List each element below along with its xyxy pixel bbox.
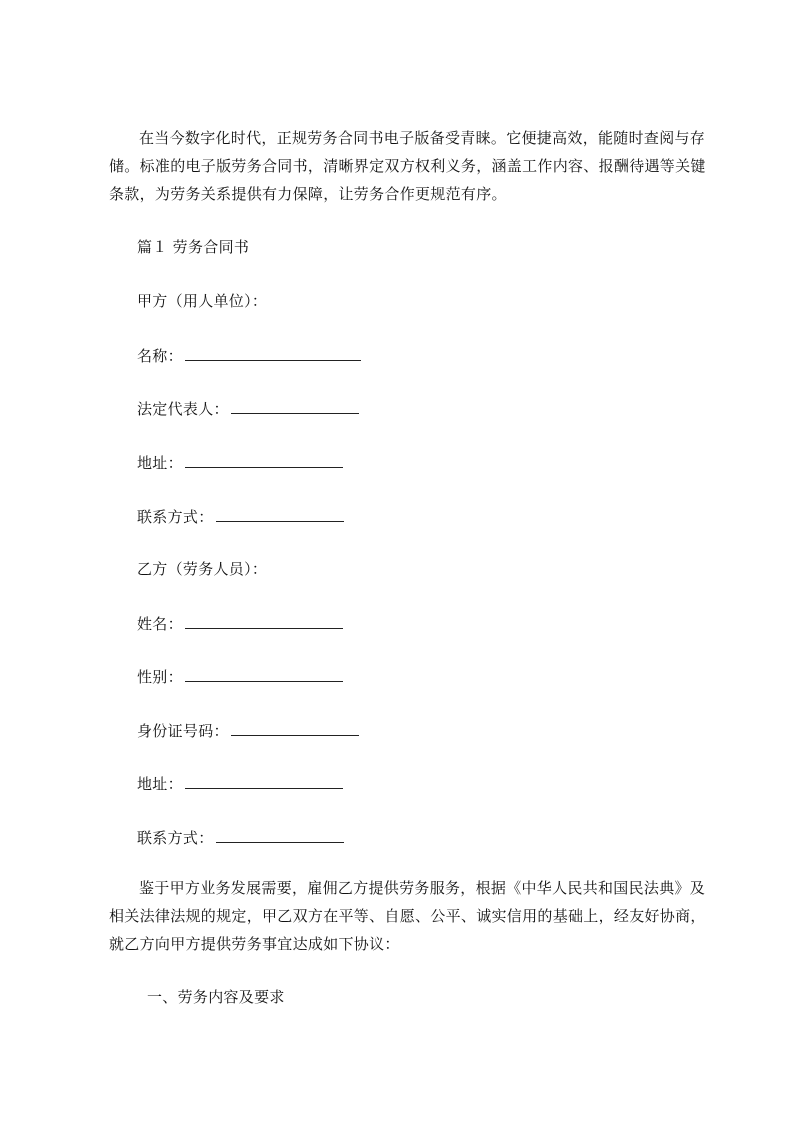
party-a-rep-blank bbox=[231, 396, 359, 414]
party-a-name-blank bbox=[185, 343, 361, 361]
party-b-address-blank bbox=[185, 771, 343, 789]
party-b-id-blank bbox=[231, 718, 359, 736]
party-b-gender-row bbox=[137, 664, 343, 689]
party-b-gender-blank bbox=[185, 664, 343, 682]
party-a-name-row bbox=[137, 343, 361, 368]
party-a-contact-blank bbox=[216, 504, 344, 522]
party-a-rep-label: 法定代表人： bbox=[137, 400, 229, 418]
party-b-id-row bbox=[137, 718, 359, 743]
party-b-heading: 乙方（劳务人员）： bbox=[137, 560, 268, 578]
party-a-heading: 甲方（用人单位）： bbox=[137, 292, 268, 310]
party-a-address-blank bbox=[185, 450, 343, 468]
intro-paragraph: 在当今数字化时代，正规劳务合同书电子版备受青睐。它便捷高效，能随时查阅与存储。标准的电子版劳务合同书，清晰界定双方权利义务，涵盖工作内容、报酬待遇等关键条款，为劳务关系提供有力保障，让劳务合作更规范有序。 bbox=[109, 129, 706, 203]
party-a-name-label: 名称： bbox=[137, 347, 183, 365]
agreement-paragraph: 鉴于甲方业务发展需要，雇佣乙方提供劳务服务，根据《中华人民共和国民法典》及相关法律法规的规定，甲乙双方在平等、自愿、公平、诚实信用的基础上，经友好协商，就乙方向甲方提供劳务事宜达成如下协议： bbox=[109, 879, 706, 953]
party-b-gender-label: 性别： bbox=[137, 668, 183, 686]
party-b-contact-label: 联系方式： bbox=[137, 829, 214, 847]
party-b-address-label: 地址： bbox=[137, 775, 183, 793]
section-1-title: 一、劳务内容及要求 bbox=[147, 988, 285, 1006]
party-b-id-label: 身份证号码： bbox=[137, 722, 229, 740]
party-b-address-row bbox=[137, 771, 343, 796]
chapter-title: 篇１ 劳务合同书 bbox=[137, 238, 250, 256]
party-b-name-row bbox=[137, 611, 343, 636]
party-b-name-label: 姓名： bbox=[137, 615, 183, 633]
party-a-contact-label: 联系方式： bbox=[137, 508, 214, 526]
party-b-name-blank bbox=[185, 611, 343, 629]
party-b-contact-blank bbox=[216, 825, 344, 843]
party-a-address-label: 地址： bbox=[137, 454, 183, 472]
party-a-contact-row bbox=[137, 504, 344, 529]
party-b-contact-row bbox=[137, 825, 344, 850]
party-a-address-row bbox=[137, 450, 343, 475]
party-a-rep-row bbox=[137, 396, 359, 421]
